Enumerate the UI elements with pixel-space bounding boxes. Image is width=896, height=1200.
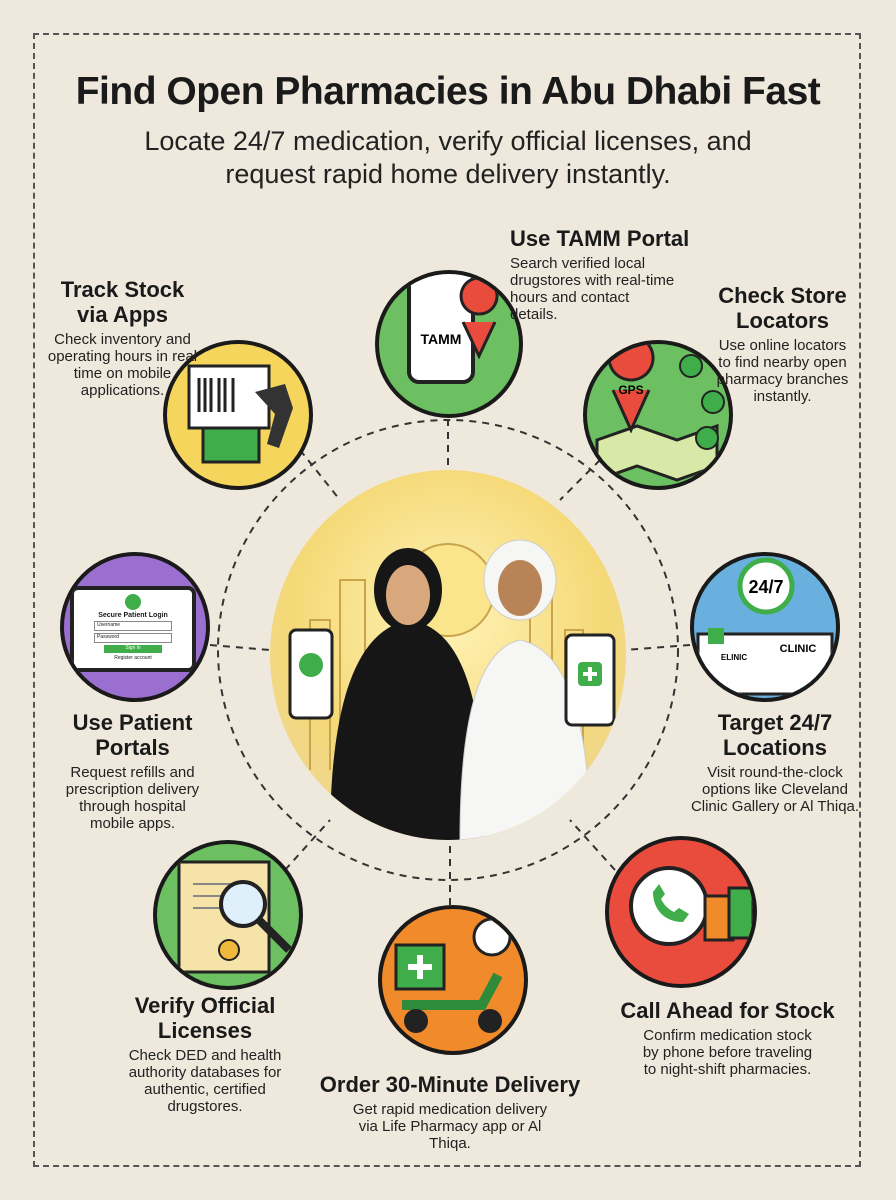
store-locators-heading-2: Locators [736,308,829,333]
page-title: Find Open Pharmacies in Abu Dhabi Fast [75,70,821,113]
patient-portals-text [40,710,225,832]
target-24-7-heading-2: Locations [723,735,827,760]
verify-licenses-desc: Check DED and health authority databases for authentic, certified drugstores. [128,1047,282,1115]
medical-cross-icon [125,594,141,610]
store-locators-text [695,283,870,405]
track-stock-heading-1: Track Stock [60,277,185,302]
target-24-7-heading-1: Target 24/7 [717,710,833,735]
subtitle-line-2: request rapid home delivery instantly. [225,159,671,189]
clinic-sign-2: ELINIC [720,653,748,662]
login-username-field: Username [94,621,172,631]
login-button: Sign in [104,645,162,653]
call-ahead-desc: Confirm medication stock by phone before traveling to night-shift pharmacies. [642,1027,813,1078]
badge-24-7: 24/7 [748,577,784,597]
tamm-heading: Use TAMM Portal [510,226,690,251]
city-skyline-illustration [270,470,626,840]
call-ahead-circle [605,836,757,988]
delivery-text [310,1072,590,1152]
hub-illustration [270,470,626,840]
track-stock-text [40,277,205,399]
subtitle-line-1: Locate 24/7 medication, verify official licenses, and [144,126,752,156]
target-24-7-circle [690,552,840,702]
verify-licenses-text [100,993,310,1115]
verify-licenses-heading-2: Licenses [157,1018,253,1043]
certificate-magnifier-icon [157,844,299,986]
tamm-phone-icon [379,274,519,414]
tamm-desc: Search verified local drugstores with real-time hours and contact details. [510,255,675,323]
verify-licenses-circle [153,840,303,990]
patient-portals-desc: Request refills and prescription delivery through hospital mobile apps. [65,764,200,832]
target-24-7-desc: Visit round-the-clock options like Cleveland Clinic Gallery or Al Thiqa. [690,764,860,815]
login-password-field: Password [94,633,172,643]
target-24-7-text [680,710,870,815]
delivery-heading: Order 30-Minute Delivery [319,1072,581,1097]
delivery-scooter-icon [382,909,524,1051]
register-link: Register account [114,655,152,661]
phone-call-icon [609,840,753,984]
patient-portals-circle [60,552,210,702]
track-stock-desc: Check inventory and operating hours in real time on mobile applications. [47,331,198,399]
patient-portals-heading-1: Use Patient [72,710,193,735]
login-title: Secure Patient Login [98,612,168,619]
clinic-sign: CLINIC [779,643,817,655]
verify-licenses-heading-1: Verify Official [134,993,276,1018]
tamm-portal-circle [375,270,523,418]
tablet-screen [70,586,196,672]
delivery-desc: Get rapid medication delivery via Life Pharmacy app or Al Thiqa. [352,1101,548,1152]
track-stock-heading-2: via Apps [77,302,168,327]
call-ahead-heading: Call Ahead for Stock [620,998,835,1023]
call-ahead-text [610,998,845,1078]
delivery-circle [378,905,528,1055]
store-locators-heading-1: Check Store [718,283,847,308]
gps-label: GPS [618,383,644,397]
patient-portals-heading-2: Portals [95,735,170,760]
clinic-24-7-icon [694,556,836,698]
store-locators-desc: Use online locators to find nearby open pharmacy branches instantly. [716,337,849,405]
tamm-logo-label: TAMM [420,331,462,347]
